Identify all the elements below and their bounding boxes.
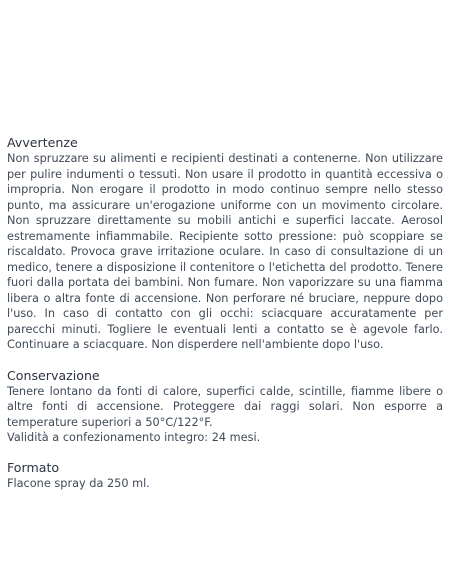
storage-heading: Conservazione [7,367,100,383]
warnings-text: Non spruzzare su alimenti e recipienti destinati a contenerne. Non utilizzare per pulire indumenti o tessuti. Non usare il prodotto in quantità eccessiva o impropria. Non erogare il prodotto in modo continuo sempre nello stesso punto, ma assicurare un'erogazione uniforme con un movimento circolare. Non spruzzare direttamente su mobili antichi e superfici laccate. Aerosol estremamente infiammabile. Recipiente sotto pressione: può scoppiare se riscaldato. Provoca grave irritazione oculare. In caso di consultazione di un medico, tenere a disposizione il contenitore o l'etichetta del prodotto. Tenere fuori dalla portata dei bambini. Non fumare. Non vaporizzare su una fiamma libera o altra fonte di accensione. Non perforare né bruciare, neppure dopo l'uso. In caso di contatto con gli occhi: sciacquare accuratamente per parecchi minuti. Togliere le eventuali lenti a contatto se è agevole farlo. Continuare a sciacquare. Non disperdere nell'ambiente dopo l'uso. [7,152,443,351]
storage-text: Tenere lontano da fonti di calore, superfici calde, scintille, fiamme libere o altre fonti di accensione. Proteggere dai raggi solari. Non esporre a temperature superiori a 50°C/122°F. [7,384,443,429]
format-text: Flacone spray da 250 ml. [7,476,150,490]
storage-section [7,368,443,446]
warnings-heading: Avvertenze [7,135,78,150]
warnings-section [7,135,443,353]
format-section [7,460,443,492]
format-heading: Formato [7,459,60,475]
storage-validity: Validità a confezionamento integro: 24 mesi. [7,431,261,444]
product-info [7,135,443,491]
